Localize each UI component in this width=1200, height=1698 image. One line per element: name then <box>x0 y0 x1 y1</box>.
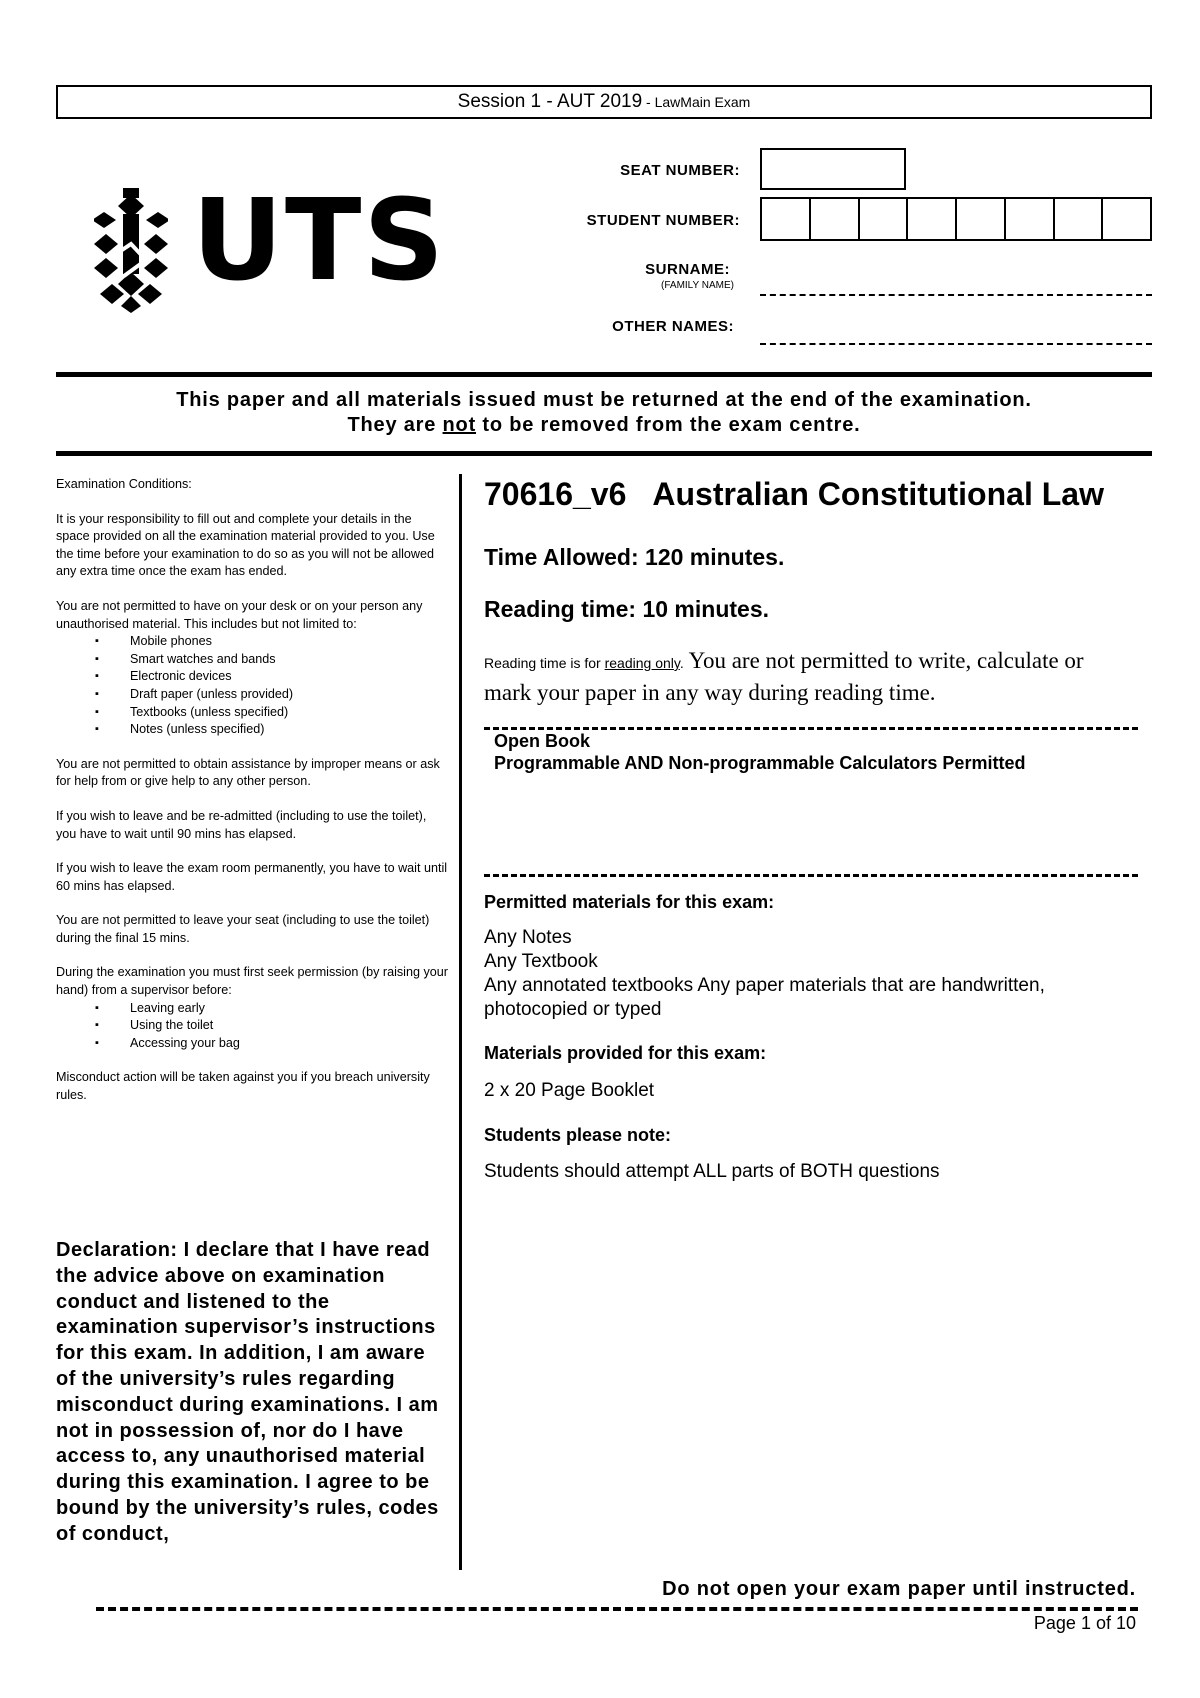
seat-number-box[interactable] <box>760 148 906 190</box>
list-item: ▪ Accessing your bag <box>130 1035 448 1053</box>
section-rule <box>484 874 1138 877</box>
page-number: Page 1 of 10 <box>1033 1613 1136 1633</box>
logo-text: UTS <box>192 176 447 306</box>
top-rule <box>56 372 1152 377</box>
course-title <box>484 476 1104 513</box>
surname-label: SURNAME: <box>645 261 730 278</box>
conditions-paragraph: You are not permitted to leave your seat (including to use the toilet) during the final 15 mins. <box>56 913 430 945</box>
materials-provided-text: 2 x 20 Page Booklet <box>484 1080 655 1101</box>
student-digit-box[interactable] <box>1103 199 1150 239</box>
conditions-paragraph: You are not permitted to obtain assistance by improper means or ask for help from or give help to any other person. <box>56 756 440 789</box>
session-label: Session 1 - AUT 2019 <box>457 91 643 112</box>
list-item: ▪ Draft paper (unless provided) <box>130 686 448 704</box>
uts-logo <box>94 176 447 313</box>
footer-rule <box>96 1607 1138 1611</box>
conditions-paragraph: Misconduct action will be taken against you if you breach university rules. <box>56 1070 430 1103</box>
uts-crest-icon <box>94 188 168 313</box>
permitted-materials-list <box>484 926 1134 1022</box>
prohibited-items-list <box>56 633 448 739</box>
list-item: ▪ Notes (unless specified) <box>130 721 448 739</box>
course-code: 70616_v6 <box>484 476 627 512</box>
course-name: Australian Constitutional Law <box>652 476 1104 512</box>
list-item: ▪ Smart watches and bands <box>130 651 448 669</box>
open-book-info <box>494 730 1025 774</box>
column-divider <box>459 474 462 1570</box>
list-item: ▪ Mobile phones <box>130 633 448 651</box>
conditions-paragraph: If you wish to leave and be re-admitted (including to use the toilet), you have to wait until 90 mins has elapsed. <box>56 808 427 841</box>
conditions-heading: Examination Conditions: <box>56 477 192 491</box>
student-number-boxes[interactable] <box>760 197 1152 241</box>
conditions-paragraph: During the examination you must first seek permission (by raising your hand) from a supervisor before: <box>56 965 448 998</box>
materials-provided-heading: Materials provided for this exam: <box>484 1043 767 1063</box>
student-digit-box[interactable] <box>1006 199 1055 239</box>
surname-line[interactable] <box>760 294 1152 296</box>
surname-sublabel: (FAMILY NAME) <box>661 280 734 291</box>
student-number-label: STUDENT NUMBER: <box>586 212 740 229</box>
list-item: Any Notes <box>484 927 572 948</box>
students-note-heading: Students please note: <box>484 1125 672 1145</box>
examination-conditions <box>56 476 448 1122</box>
time-allowed: Time Allowed: 120 minutes. <box>484 544 785 570</box>
reading-time: Reading time: 10 minutes. <box>484 596 770 622</box>
student-digit-box[interactable] <box>860 199 909 239</box>
open-instruction: Do not open your exam paper until instructed. <box>662 1578 1136 1600</box>
other-names-label: OTHER NAMES: <box>612 318 734 335</box>
conditions-paragraph: If you wish to leave the exam room permanently, you have to wait until 60 mins has elapsed. <box>56 861 448 893</box>
list-item: ▪ Textbooks (unless specified) <box>130 704 448 722</box>
declaration: Declaration: I declare that I have read the advice above on examination conduct and listened to the examination supervisor’s instructions for this exam. In addition, I am aware of the university’s rules regarding misconduct during examinations. I am not in possession of, nor do I have access to, any unauthorised material during this examination. I agree to be bound by the university’s rules, codes of conduct, <box>56 1239 439 1545</box>
conditions-paragraph: You are not permitted to have on your desk or on your person any unauthorised material. This includes but not limited to: <box>56 598 423 631</box>
notice-emphasis: not <box>442 414 477 436</box>
list-item: ▪ Using the toilet <box>130 1017 448 1035</box>
student-digit-box[interactable] <box>811 199 860 239</box>
reading-note: Reading time is for reading only. You are not permitted to write, calculate or mark your paper in any way during reading time. <box>484 648 1084 705</box>
session-header <box>56 85 1152 119</box>
list-item: ▪ Electronic devices <box>130 668 448 686</box>
notice-line-2: They are not to be removed from the exam centre. <box>347 414 861 436</box>
list-item: Any Textbook <box>484 951 598 972</box>
other-names-line[interactable] <box>760 343 1152 345</box>
bottom-rule <box>56 451 1152 456</box>
student-digit-box[interactable] <box>957 199 1006 239</box>
list-item: ▪ Leaving early <box>130 1000 448 1018</box>
open-book-label: Open Book <box>494 731 591 751</box>
permitted-materials-heading: Permitted materials for this exam: <box>484 892 775 912</box>
exam-type-label: - LawMain Exam <box>642 94 751 110</box>
student-digit-box[interactable] <box>1055 199 1104 239</box>
students-note-text: Students should attempt ALL parts of BOTH questions <box>484 1161 940 1182</box>
permission-items-list <box>56 1000 448 1053</box>
student-digit-box[interactable] <box>908 199 957 239</box>
list-item: Any annotated textbooks Any paper materials that are handwritten, photocopied or typed <box>484 975 1045 1020</box>
return-notice <box>56 388 1152 438</box>
seat-number-label: SEAT NUMBER: <box>620 162 740 179</box>
calculator-policy: Programmable AND Non-programmable Calculators Permitted <box>494 753 1026 773</box>
reading-only-emphasis: reading only <box>604 655 680 671</box>
notice-line-1: This paper and all materials issued must be returned at the end of the examination. <box>176 389 1032 411</box>
conditions-paragraph: It is your responsibility to fill out and complete your details in the space provided on all the examination material provided to you. Use the time before your examination to do so as you will not be allowed any extra time once the exam has ended. <box>56 511 435 579</box>
student-digit-box[interactable] <box>762 199 811 239</box>
